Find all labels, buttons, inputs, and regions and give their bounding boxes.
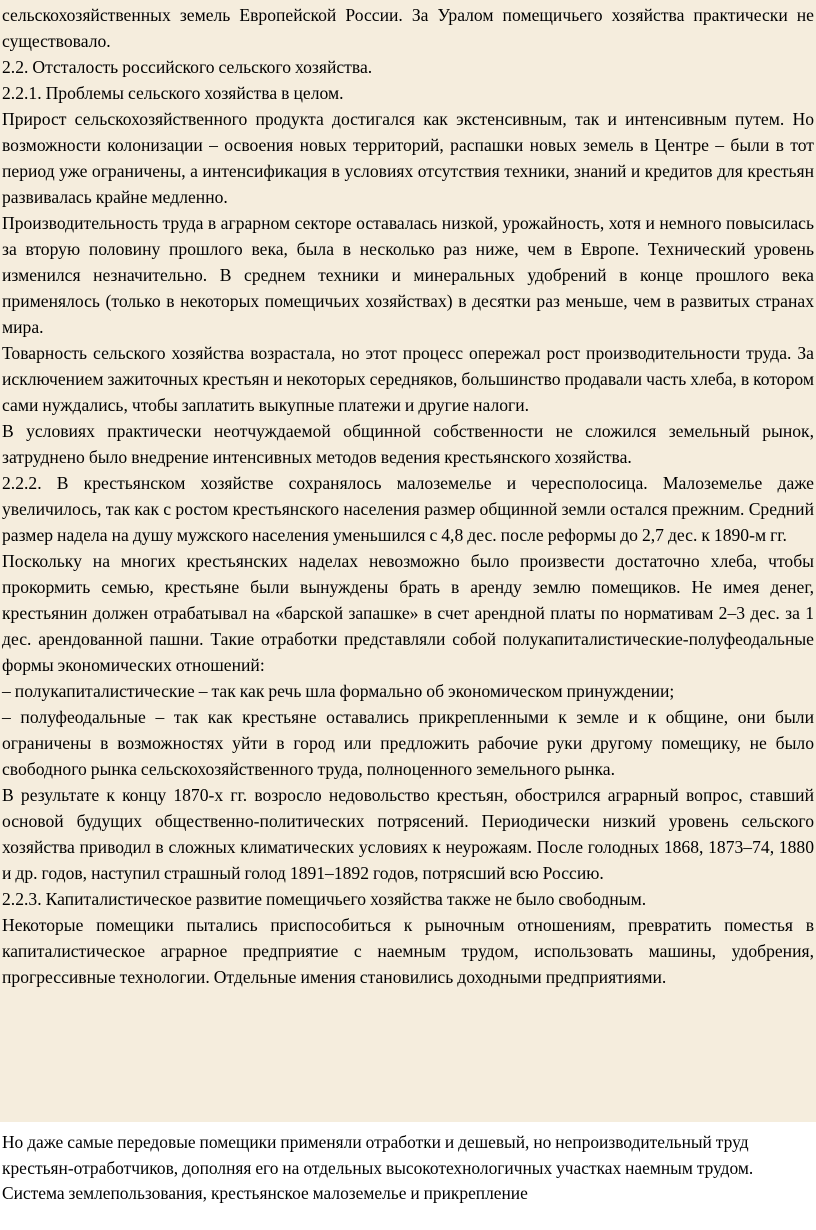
section-heading-2-2-1: 2.2.1. Проблемы сельского хозяйства в целом. xyxy=(2,83,344,103)
paragraph-1: сельскохозяйственных земель Европейской России. За Уралом помещичьего хозяйства практически не существовало. xyxy=(2,5,814,51)
paragraph-productivity: Производительность труда в аграрном секторе оставалась низкой, урожайность, хотя и немного повысилась за вторую половину прошлого века, была в несколько раз ниже, чем в Европе. Технический уровень изменился незначительно. В среднем техники и минеральных удобрений в конце прошлого века применялось (только в некоторых помещичьих хозяйствах) в десятки раз меньше, чем в развитых странах мира. xyxy=(2,213,814,337)
section-heading-2-2-3: 2.2.3. Капиталистическое развитие помещичьего хозяйства также не было свободным. xyxy=(2,889,647,909)
section-heading-2-2: 2.2. Отсталость российского сельского хозяйства. xyxy=(2,57,373,77)
paragraph-land-market: В условиях практически неотчуждаемой общинной собственности не сложился земельный рынок, затруднено было внедрение интенсивных методов ведения крестьянского хозяйства. xyxy=(2,421,814,467)
list-item-semi-capitalist: – полукапиталистические – так как речь шла формально об экономическом принуждении; xyxy=(2,681,675,701)
paragraph-advanced-landowners: Но даже самые передовые помещики применяли отработки и дешевый, но непроизводительный труд крестьян-отработчиков, дополняя его на отдельных высокотехнологичных участках наемным трудом. Система землепользования, крестьянское малоземелье и прикрепление xyxy=(2,1132,754,1203)
paragraph-rent: Поскольку на многих крестьянских наделах невозможно было произвести достаточно хлеба, чтобы прокормить семью, крестьяне были вынуждены брать в аренду землю помещиков. Не имея денег, крестьянин должен отрабатывал на «барской запашке» в счет арендной платы по нормативам 2–3 дес. за 1 дес. арендованной пашни. Такие отработки представляли собой полукапиталистические-полуфеодальные формы экономических отношений: xyxy=(2,551,814,675)
list-item-semi-feudal: – полуфеодальные – так как крестьяне оставались прикрепленными к земле и к общине, они были ограничены в возможностях уйти в город или предложить рабочие руки другому помещику, не было свободного рынка сельскохозяйственного труда, полноценного земельного рынка. xyxy=(2,707,814,779)
document-body-plain xyxy=(0,1122,816,1207)
paragraph-marketability: Товарность сельского хозяйства возрастала, но этот процесс опережал рост производительности труда. За исключением зажиточных крестьян и некоторых середняков, большинство продавали часть хлеба, в котором сами нуждались, чтобы заплатить выкупные платежи и другие налоги. xyxy=(2,343,814,415)
paragraph-discontent: В результате к концу 1870-х гг. возросло недовольство крестьян, обострился аграрный вопрос, ставший основой будущих общественно-политических потрясений. Периодически низкий уровень сельского хозяйства приводил в сложных климатических условиях к неурожаям. После голодных 1868, 1873–74, 1880 и др. годов, наступил страшный голод 1891–1892 годов, потрясший всю Россию. xyxy=(2,785,814,883)
section-2-2-2: 2.2.2. В крестьянском хозяйстве сохранялось малоземелье и чересполосица. Малоземелье даже увеличилось, так как с ростом крестьянского населения размер общинной земли остался прежним. Средний размер надела на душу мужского населения уменьшился с 4,8 дес. после реформы до 2,7 дес. к 1890-м гг. xyxy=(2,473,814,545)
paragraph-growth: Прирост сельскохозяйственного продукта достигался как экстенсивным, так и интенсивным путем. Но возможности колонизации – освоения новых территорий, распашки новых земель в Центре – были в тот период уже ограничены, а интенсификация в условиях отсутствия техники, знаний и кредитов для крестьян развивалась крайне медленно. xyxy=(2,109,814,207)
paragraph-landowners: Некоторые помещики пытались приспособиться к рыночным отношениям, превратить поместья в капиталистическое аграрное предприятие с наемным трудом, использовать машины, удобрения, прогрессивные технологии. Отдельные имения становились доходными предприятиями. xyxy=(2,915,814,987)
